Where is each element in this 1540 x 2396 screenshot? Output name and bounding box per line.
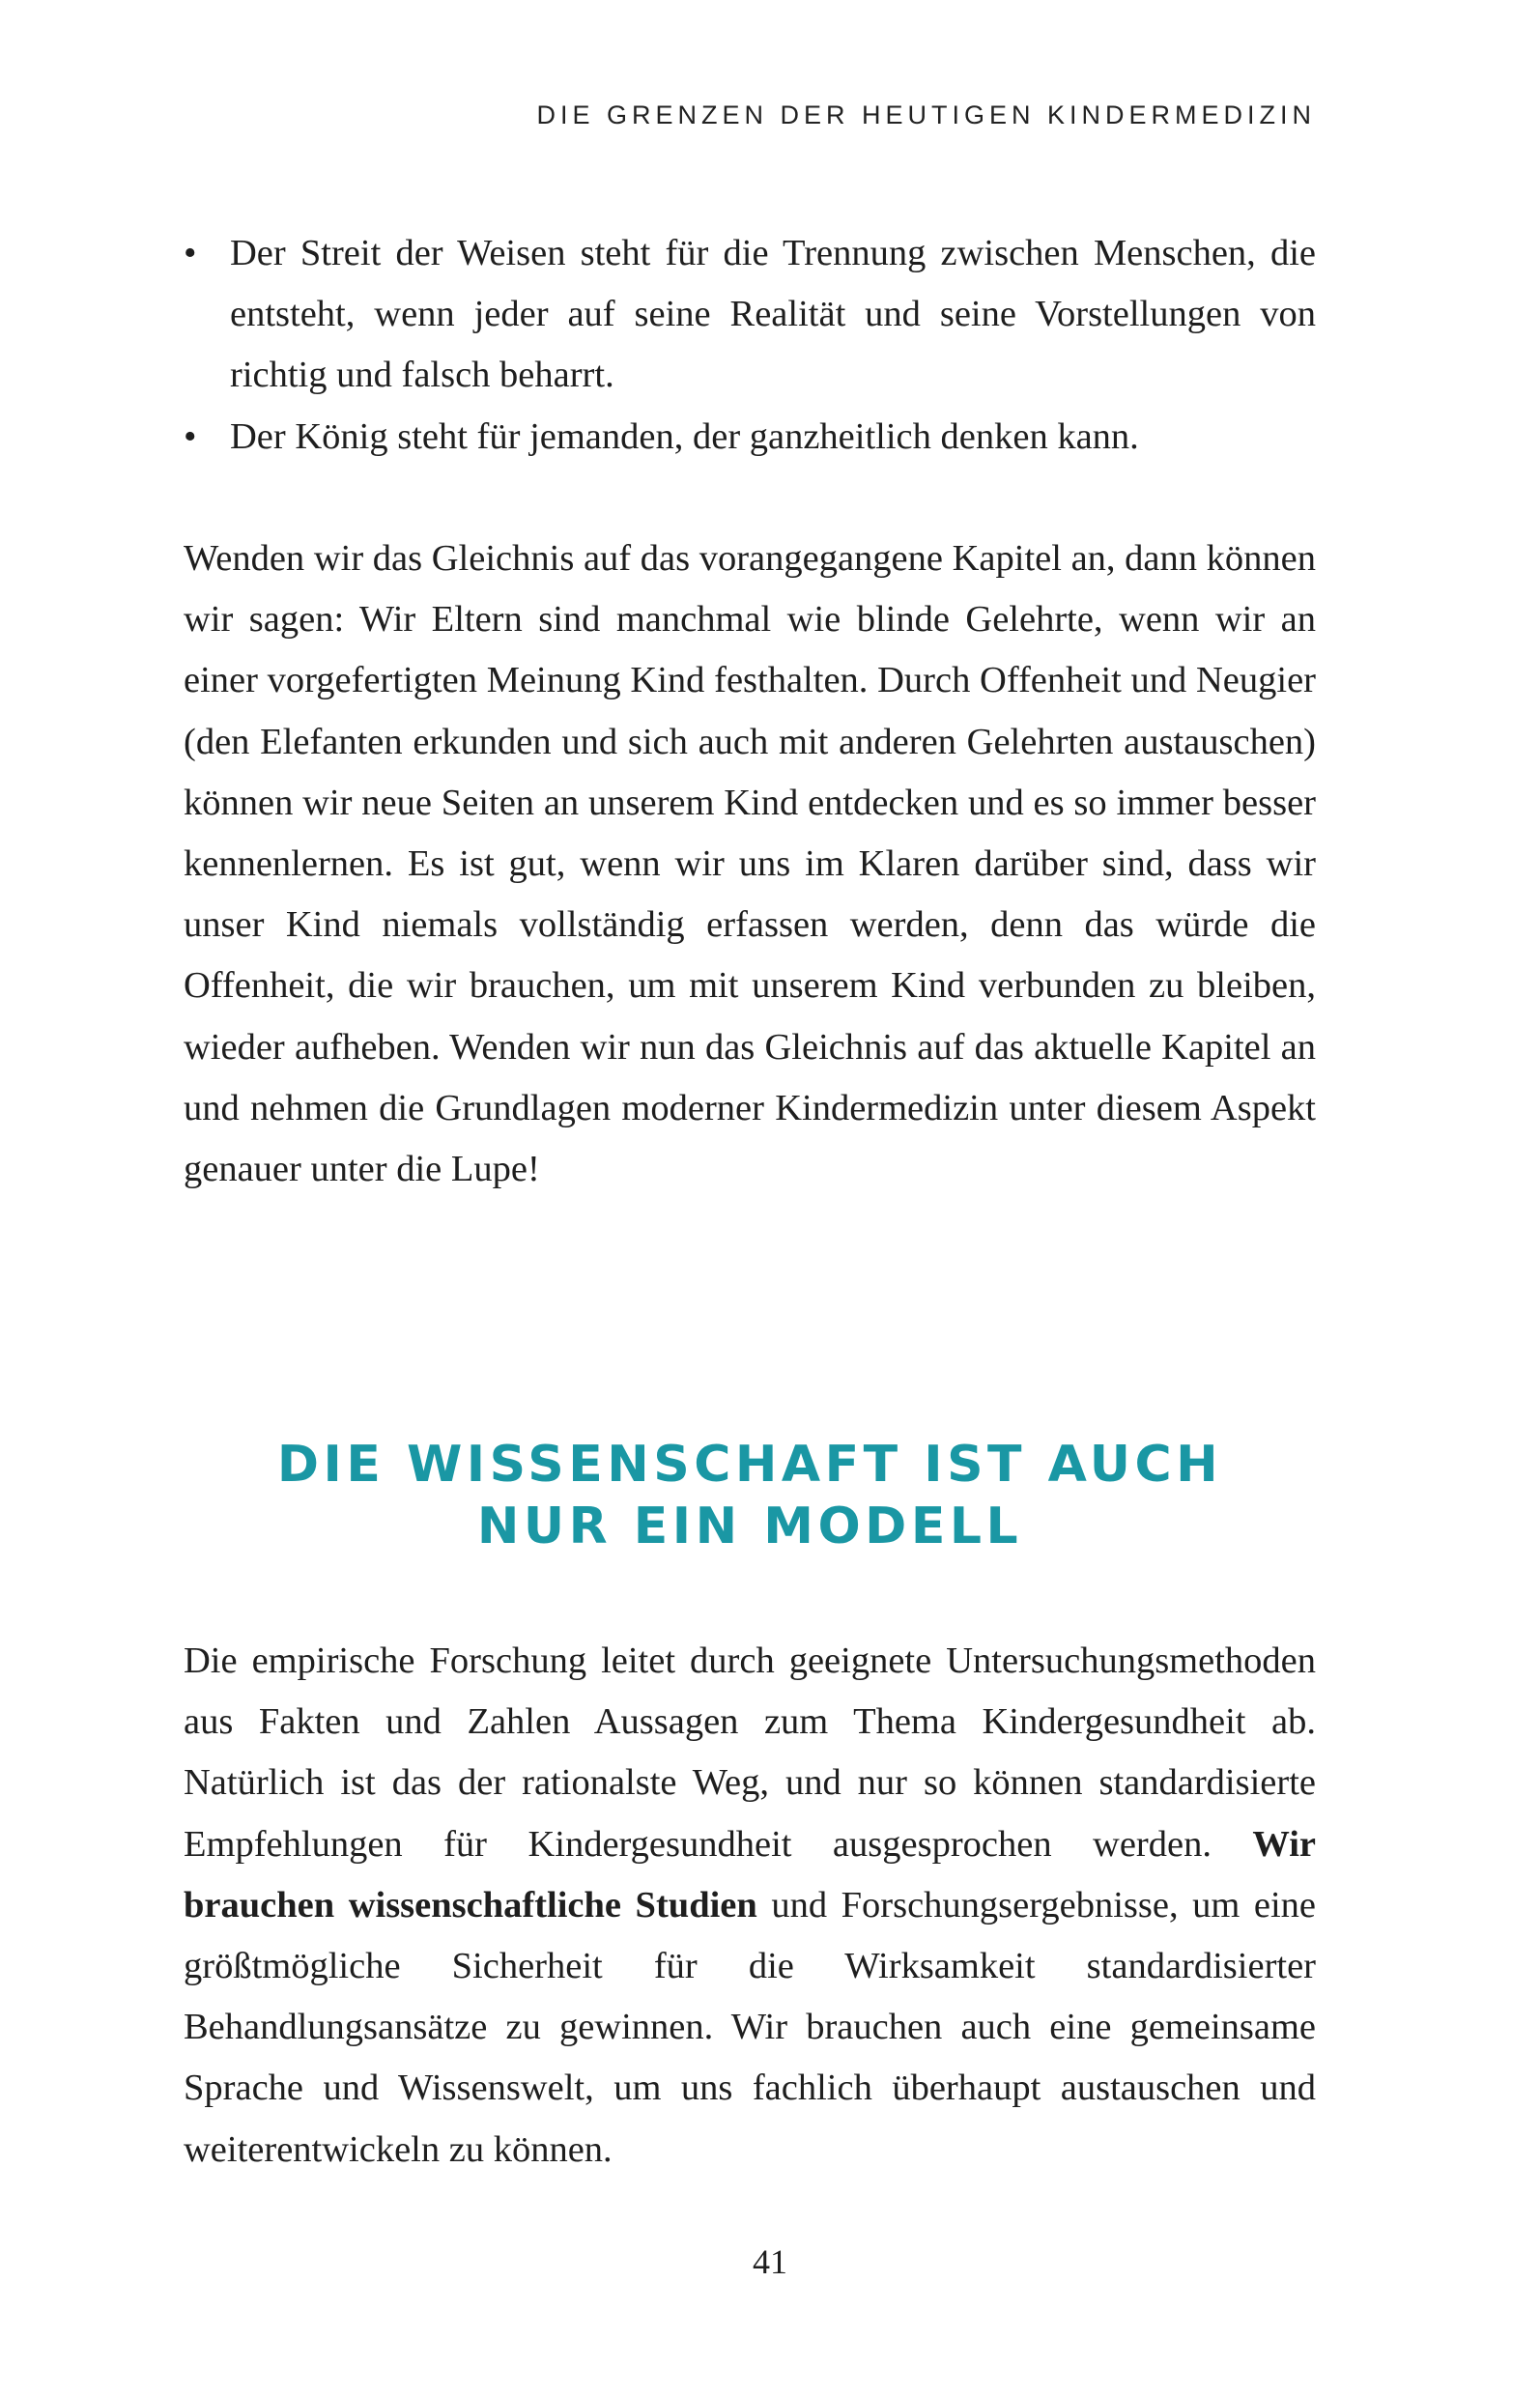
bullet-item — [184, 223, 1316, 407]
paragraph-text-start: Die empirische Forschung leitet durch geeignete Untersuchungsmethoden aus Fakten und Zahlen Aussagen zum Thema Kindergesundheit ab. Natürlich ist das der rationalste Weg, und nur so können standardisierte Empfehlungen für Kindergesundheit ausgesprochen werden. — [184, 1640, 1316, 1865]
bullet-text: Der König steht für jemanden, der ganzheitlich denken kann. — [230, 415, 1139, 457]
bullet-item — [184, 407, 1316, 468]
page-number: 41 — [753, 2242, 787, 2281]
bold-emphasis: Wir brauchen wissenschaftliche Studien — [184, 1823, 1316, 1925]
paragraph-gleichnis: Wenden wir das Gleichnis auf das vorangegangene Kapitel an, dann können wir sagen: Wir Eltern sind manchmal wie blinde Gelehrte, wenn wir an einer vorgefertigten Meinung Kind festhalten. Durch Offenheit und Neugier (den Elefanten erkunden und sich auch mit anderen Gelehrten austauschen) können wir neue Seiten an unserem Kind entdecken und es so immer besser kennenlernen. Es ist gut, wenn wir uns im Klaren darüber sind, dass wir unser Kind niemals vollständig erfassen werden, denn das würde die Offenheit, die wir brauchen, um mit unserem Kind verbunden zu bleiben, wieder aufheben. Wenden wir nun das Gleichnis auf das aktuelle Kapitel an und nehmen die Grundlagen moderner Kindermedizin unter diesem Aspekt genauer unter die Lupe! — [184, 538, 1316, 1190]
section-heading — [184, 1434, 1316, 1557]
bullet-text: Der Streit der Weisen steht für die Trennung zwischen Menschen, die entsteht, wenn jeder auf seine Realität und seine Vorstellungen von richtig und falsch beharrt. — [230, 233, 1316, 396]
bullet-dot-icon: • — [184, 415, 197, 457]
section-heading-line-2: NUR EIN MODELL — [476, 1498, 1023, 1555]
section-heading-line-1: DIE WISSENSCHAFT IST AUCH — [276, 1436, 1223, 1494]
bullet-list — [184, 223, 1316, 468]
bullet-dot-icon: • — [184, 233, 197, 273]
running-header: DIE GRENZEN DER HEUTIGEN KINDERMEDIZIN — [536, 100, 1316, 129]
paragraph-wissenschaft — [184, 1631, 1316, 2181]
paragraph-text-end: und Forschungsergebnisse, um eine größtmögliche Sicherheit für die Wirksamkeit standardisierter Behandlungsansätze zu gewinnen. Wir brauchen auch eine gemeinsame Sprache und Wissenswelt, um uns fachlich überhaupt austauschen und weiterentwickeln zu können. — [184, 1884, 1316, 2170]
